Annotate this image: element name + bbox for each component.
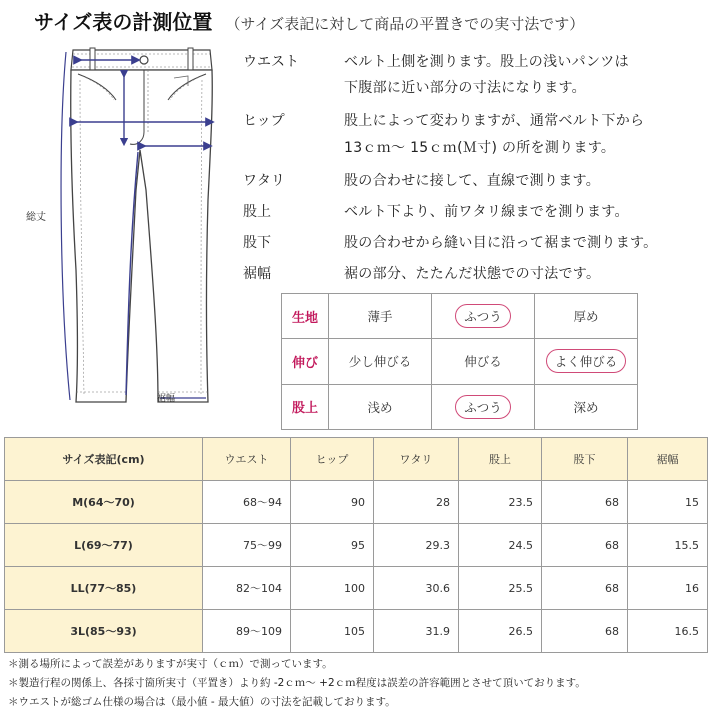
fabric-option: 少し伸びる bbox=[329, 339, 432, 384]
size-label: 3L(85～93) bbox=[5, 610, 203, 653]
fabric-row-rise bbox=[282, 384, 638, 429]
pants-measurement-diagram bbox=[18, 40, 228, 420]
hem-width-label: 裾幅 bbox=[157, 394, 176, 404]
column-header: 股上 bbox=[459, 438, 542, 481]
table-row bbox=[5, 524, 708, 567]
selected-circle: よく伸びる bbox=[546, 349, 627, 373]
table-row bbox=[5, 610, 708, 653]
cell-value: 28 bbox=[374, 481, 459, 524]
size-label: LL(77～85) bbox=[5, 567, 203, 610]
cell-value: 29.3 bbox=[374, 524, 459, 567]
cell-value: 90 bbox=[291, 481, 374, 524]
footnote: ＊ウエストが総ゴム仕様の場合は（最小値 - 最大値）の寸法を記載しております。 bbox=[8, 696, 396, 708]
cell-value: 23.5 bbox=[459, 481, 542, 524]
cell-value: 75～99 bbox=[203, 524, 291, 567]
fabric-option: 厚め bbox=[535, 294, 638, 339]
title-main: サイズ表の計測位置 bbox=[34, 10, 213, 34]
cell-value: 30.6 bbox=[374, 567, 459, 610]
size-table bbox=[4, 437, 708, 653]
size-table-header-row bbox=[5, 438, 708, 481]
footnote: ＊製造行程の関係上、各採寸箇所実寸（平置き）より約 -2ｃｍ～ +2ｃｍ程度は誤差の許容範囲とさせて頂いております。 bbox=[8, 677, 586, 689]
total-length-label: 総丈 bbox=[26, 212, 46, 223]
cell-value: 89～109 bbox=[203, 610, 291, 653]
cell-value: 24.5 bbox=[459, 524, 542, 567]
fabric-row-header: 伸び bbox=[282, 339, 329, 384]
cell-value: 15 bbox=[628, 481, 708, 524]
def-label-thigh: ワタリ bbox=[243, 173, 285, 189]
fabric-row-stretch bbox=[282, 339, 638, 384]
title-subtitle: （サイズ表記に対して商品の平置きでの実寸法です） bbox=[225, 15, 585, 33]
pants-outline bbox=[71, 70, 213, 402]
cell-value: 31.9 bbox=[374, 610, 459, 653]
column-header: サイズ表記(cm) bbox=[5, 438, 203, 481]
def-text-hem: 裾の部分、たたんだ状態での寸法です。 bbox=[344, 266, 601, 282]
selected-circle: ふつう bbox=[455, 304, 511, 328]
cell-value: 68 bbox=[542, 567, 628, 610]
fabric-row-header: 股上 bbox=[282, 384, 329, 429]
cell-value: 82～104 bbox=[203, 567, 291, 610]
fabric-option: 伸びる bbox=[432, 339, 535, 384]
fabric-table bbox=[281, 293, 638, 430]
fabric-row-header: 生地 bbox=[282, 294, 329, 339]
fabric-option: 薄手 bbox=[329, 294, 432, 339]
button-icon bbox=[140, 56, 148, 64]
def-label-hip: ヒップ bbox=[243, 113, 285, 129]
column-header: 裾幅 bbox=[628, 438, 708, 481]
cell-value: 68 bbox=[542, 524, 628, 567]
def-label-waist: ウエスト bbox=[243, 54, 299, 70]
table-row bbox=[5, 481, 708, 524]
fabric-option-selected bbox=[432, 294, 535, 339]
def-text-rise: ベルト下より、前ワタリ線までを測ります。 bbox=[344, 204, 629, 220]
footnote: ＊測る場所によって誤差がありますが実寸（ｃｍ）で測っています。 bbox=[8, 658, 333, 670]
cell-value: 68 bbox=[542, 610, 628, 653]
fabric-option-selected bbox=[535, 339, 638, 384]
column-header: ヒップ bbox=[291, 438, 374, 481]
total-length-measure-line bbox=[61, 52, 70, 400]
fabric-option: 深め bbox=[535, 384, 638, 429]
cell-value: 26.5 bbox=[459, 610, 542, 653]
cell-value: 15.5 bbox=[628, 524, 708, 567]
size-label: L(69～77) bbox=[5, 524, 203, 567]
def-text-inseam: 股の合わせから縫い目に沿って裾まで測ります。 bbox=[344, 235, 658, 251]
fabric-row-fabric bbox=[282, 294, 638, 339]
page-title bbox=[34, 6, 584, 35]
column-header: ウエスト bbox=[203, 438, 291, 481]
cell-value: 68 bbox=[542, 481, 628, 524]
column-header: ワタリ bbox=[374, 438, 459, 481]
table-row bbox=[5, 567, 708, 610]
fabric-option: 浅め bbox=[329, 384, 432, 429]
column-header: 股下 bbox=[542, 438, 628, 481]
def-text-hip-2: 13ｃｍ～ 15ｃｍ(Ｍ寸) の所を測ります。 bbox=[344, 140, 616, 156]
cell-value: 95 bbox=[291, 524, 374, 567]
cell-value: 16 bbox=[628, 567, 708, 610]
selected-circle: ふつう bbox=[455, 395, 511, 419]
cell-value: 105 bbox=[291, 610, 374, 653]
def-label-inseam: 股下 bbox=[243, 235, 271, 251]
fabric-option-selected bbox=[432, 384, 535, 429]
def-label-hem: 裾幅 bbox=[243, 266, 271, 282]
def-text-thigh: 股の合わせに接して、直線で測ります。 bbox=[344, 173, 600, 189]
def-text-waist-2: 下腹部に近い部分の寸法になります。 bbox=[344, 80, 586, 96]
cell-value: 16.5 bbox=[628, 610, 708, 653]
def-text-waist-1: ベルト上側を測ります。股上の浅いパンツは bbox=[344, 54, 629, 70]
cell-value: 100 bbox=[291, 567, 374, 610]
cell-value: 25.5 bbox=[459, 567, 542, 610]
size-label: M(64～70) bbox=[5, 481, 203, 524]
cell-value: 68～94 bbox=[203, 481, 291, 524]
def-text-hip-1: 股上によって変わりますが、通常ベルト下から bbox=[344, 113, 645, 129]
def-label-rise: 股上 bbox=[243, 204, 271, 220]
